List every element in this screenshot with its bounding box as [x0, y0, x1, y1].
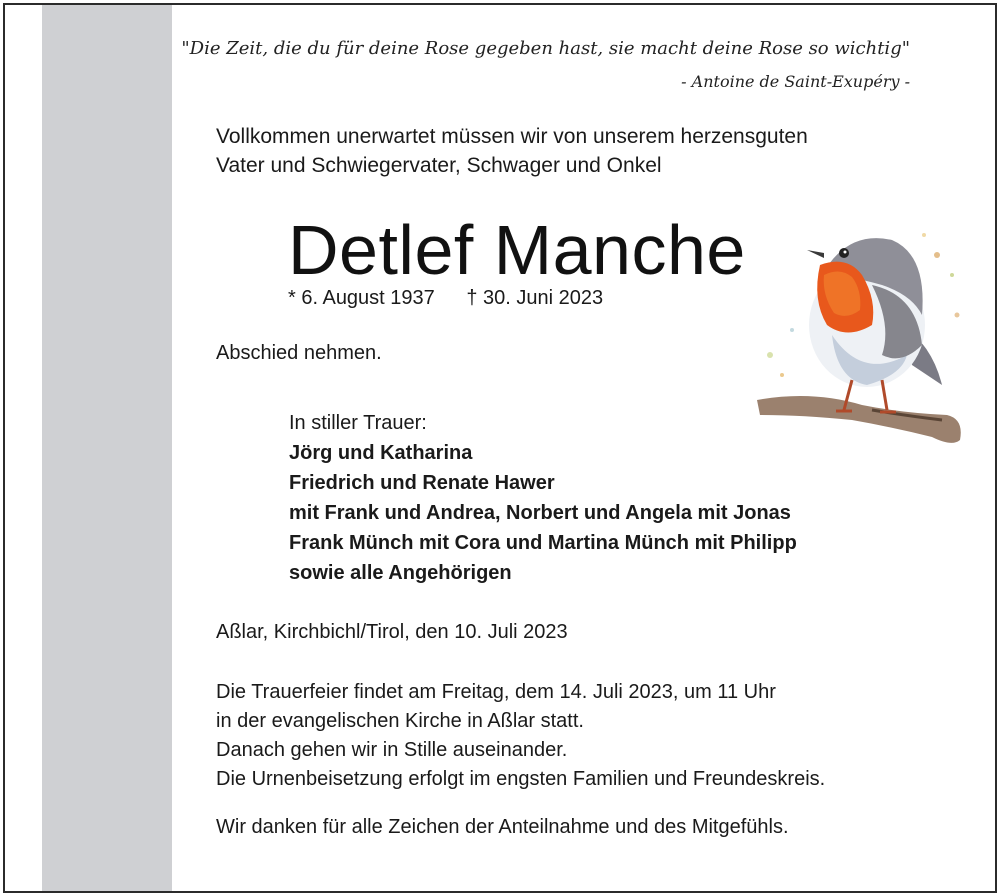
farewell-text: Abschied nehmen. [216, 342, 382, 364]
mourner-line: mit Frank und Andrea, Norbert und Angela mit Jonas [289, 502, 791, 524]
intro-line: Vater und Schwiegervater, Schwager und Onkel [216, 154, 662, 177]
place-date: Aßlar, Kirchbichl/Tirol, den 10. Juli 2023 [216, 621, 568, 643]
service-info [216, 678, 825, 794]
mourner-line: sowie alle Angehörigen [289, 562, 512, 584]
mourner-line: Jörg und Katharina [289, 442, 473, 464]
mourner-line: Friedrich und Renate Hawer [289, 472, 555, 494]
mourners-block [289, 408, 797, 588]
intro-line: Vollkommen unerwartet müssen wir von unserem herzensguten [216, 125, 808, 148]
robin-illustration-icon [752, 215, 972, 460]
service-line: Danach gehen wir in Stille auseinander. [216, 739, 568, 761]
death-date: † 30. Juni 2023 [466, 287, 604, 309]
birth-date: * 6. August 1937 [288, 287, 435, 309]
thanks-text: Wir danken für alle Zeichen der Anteilnahme und des Mitgefühls. [216, 816, 789, 838]
mourners-heading: In stiller Trauer: [289, 412, 427, 434]
deceased-name: Detlef Manche [288, 211, 746, 289]
life-dates [288, 287, 603, 310]
quote-text: "Die Zeit, die du für deine Rose gegeben hast, sie macht deine Rose so wichtig" [181, 38, 910, 59]
intro-text [216, 122, 808, 180]
service-line: Die Trauerfeier findet am Freitag, dem 14. Juli 2023, um 11 Uhr [216, 681, 776, 703]
gray-sidebar-bar [42, 5, 172, 891]
service-line: Die Urnenbeisetzung erfolgt im engsten Familien und Freundeskreis. [216, 768, 826, 790]
service-line: in der evangelischen Kirche in Aßlar statt. [216, 710, 584, 732]
quote-author: - Antoine de Saint-Exupéry - [681, 72, 910, 91]
mourner-line: Frank Münch mit Cora und Martina Münch mit Philipp [289, 532, 797, 554]
